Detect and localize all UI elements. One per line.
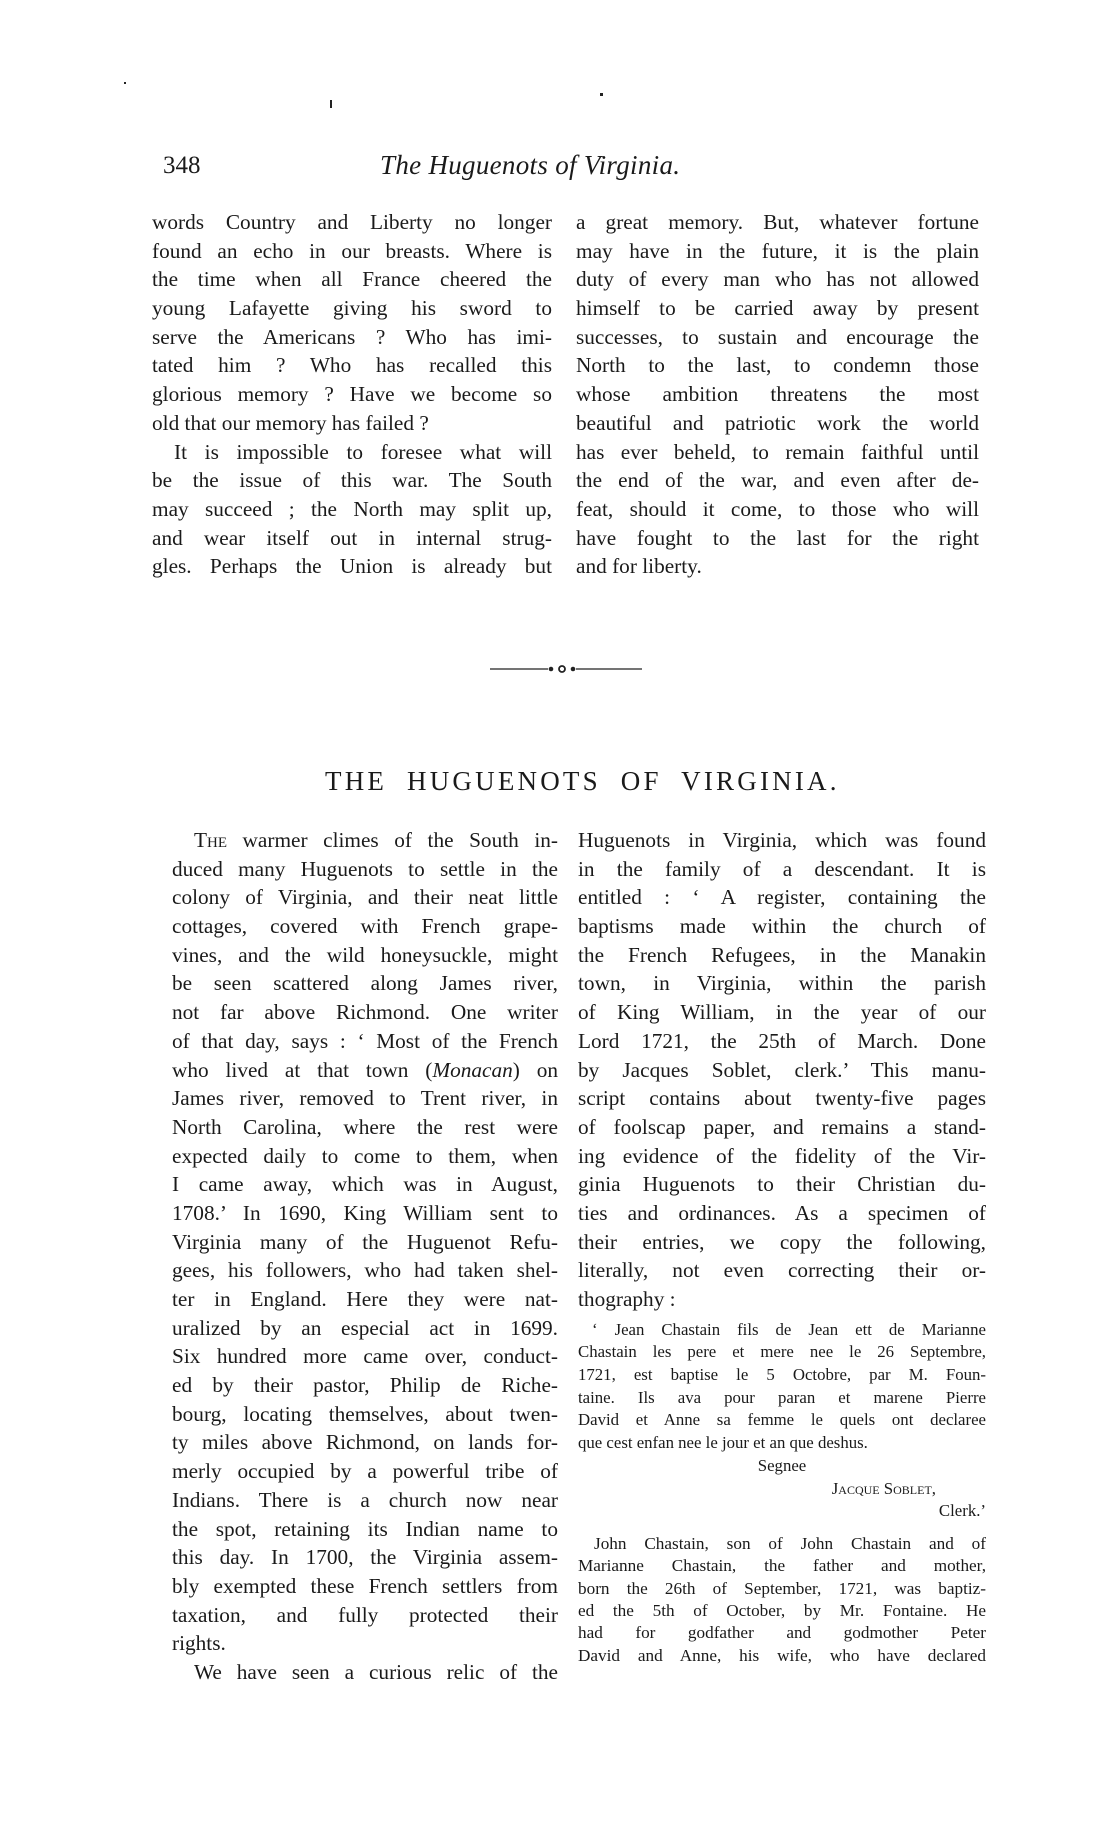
text-line: ter in England. Here they were nat- — [172, 1287, 558, 1311]
text-line: vines, and the wild honeysuckle, might — [172, 942, 558, 967]
running-title: The Huguenots of Virginia. — [380, 150, 681, 180]
print-speck — [600, 93, 603, 96]
text-line: and wear itself out in internal strug- — [152, 525, 552, 550]
text-line: young Lafayette giving his sword to — [152, 296, 552, 321]
text-line: the spot, retaining its Indian name to — [172, 1516, 558, 1541]
text-line: thography : — [578, 1287, 676, 1311]
text-line: ties and ordinances. As a specimen of — [578, 1200, 986, 1225]
text-line: cottages, covered with French grape- — [172, 914, 558, 939]
translation-line: ed the 5th of October, by Mr. Fontaine. He — [578, 1601, 986, 1621]
text-line: the time when all France cheered the — [152, 267, 552, 292]
print-speck — [124, 82, 126, 84]
text-line: We have seen a curious relic of the — [194, 1659, 558, 1684]
previous-article-right-column — [576, 208, 979, 581]
text-line: successes, to sustain and encourage the — [576, 324, 979, 349]
article-title: THE HUGUENOTS OF VIRGINIA. — [325, 766, 840, 796]
text-line: of that day, says : ‘ Most of the French — [172, 1028, 558, 1053]
text-line: James river, removed to Trent river, in — [172, 1086, 558, 1111]
text-line: tated him ? Who has recalled this — [152, 353, 552, 378]
text-line: duty of every man who has not allowed — [576, 267, 979, 292]
text-line: script contains about twenty-five pages — [578, 1086, 986, 1111]
text-line: be seen scattered along James river, — [172, 971, 558, 996]
text-line: bly exempted these French settlers from — [172, 1573, 558, 1598]
text-line: baptisms made within the church of — [578, 914, 986, 939]
text-line: Huguenots in Virginia, which was found — [578, 828, 986, 852]
translation-line: had for godfather and godmother Peter — [578, 1623, 986, 1643]
text-line: who lived at that town (Monacan) on — [172, 1057, 559, 1082]
quote-line: que cest enfan nee le jour et an que deshus. — [578, 1433, 868, 1453]
text-line: in the family of a descendant. It is — [578, 856, 986, 881]
text-line: ginia Huguenots to their Christian du- — [578, 1172, 986, 1197]
translation-line: John Chastain, son of John Chastain and of — [594, 1533, 986, 1553]
quote-line: Chastain les pere et mere nee le 26 Septembre, — [578, 1342, 986, 1362]
text-line: Six hundred more came over, conduct- — [172, 1344, 558, 1369]
text-line: this day. In 1700, the Virginia assem- — [172, 1545, 558, 1570]
translation-line: born the 26th of September, 1721, was baptiz- — [578, 1578, 986, 1598]
text-line: words Country and Liberty no longer — [152, 210, 552, 234]
translation-line: David and Anne, his wife, who have declared — [578, 1645, 986, 1665]
text-line: duced many Huguenots to settle in the — [172, 856, 558, 881]
translation-paragraph — [578, 1533, 986, 1667]
text-line: uralized by an especial act in 1699. — [172, 1315, 558, 1340]
text-line: town, in Virginia, within the parish — [578, 971, 986, 996]
text-line: their entries, we copy the following, — [578, 1229, 986, 1254]
text-line: taxation, and fully protected their — [172, 1602, 558, 1627]
quoted-register-entry — [578, 1319, 986, 1523]
text-line: gles. Perhaps the Union is already but — [152, 554, 552, 579]
text-line: by Jacques Soblet, clerk.’ This manu- — [578, 1057, 986, 1082]
text-line: Indians. There is a church now near — [172, 1487, 558, 1512]
text-line: the French Refugees, in the Manakin — [578, 942, 986, 967]
text-line: not far above Richmond. One writer — [172, 1000, 558, 1025]
text-line: of King William, in the year of our — [578, 1000, 986, 1025]
text-line: glorious memory ? Have we become so — [152, 382, 552, 407]
drop-word: The — [194, 828, 228, 852]
text-line: and for liberty. — [576, 554, 702, 579]
previous-article-left-column — [152, 208, 552, 581]
text-line: It is impossible to foresee what will — [174, 439, 552, 464]
text-line: found an echo in our breasts. Where is — [152, 238, 552, 263]
text-line: serve the Americans ? Who has imi- — [152, 324, 552, 349]
text-line: literally, not even correcting their or- — [578, 1258, 986, 1283]
text-line: old that our memory has failed ? — [152, 410, 429, 435]
text-line: gees, his followers, who had taken shel- — [172, 1258, 558, 1283]
signature-role: Clerk.’ — [938, 1501, 986, 1521]
text-line: a great memory. But, whatever fortune — [576, 210, 979, 234]
text-line: feat, should it come, to those who will — [576, 496, 979, 521]
text-line: beautiful and patriotic work the world — [576, 410, 979, 435]
text-line: himself to be carried away by present — [576, 296, 979, 321]
text-line: merly occupied by a powerful tribe of — [172, 1459, 558, 1484]
text-line: whose ambition threatens the most — [576, 382, 979, 407]
text-line: Virginia many of the Huguenot Refu- — [172, 1229, 558, 1254]
text-line: ed by their pastor, Philip de Riche- — [172, 1373, 558, 1398]
text-line: expected daily to come to them, when — [172, 1143, 558, 1168]
text-line: The warmer climes of the South in- — [194, 828, 558, 852]
translation-line: Marianne Chastain, the father and mother, — [578, 1556, 986, 1576]
text-line: North to the last, to condemn those — [576, 353, 979, 378]
text-line: North Carolina, where the rest were — [172, 1114, 558, 1139]
quote-line: 1721, est baptise le 5 Octobre, par M. Foun- — [578, 1365, 986, 1385]
text-line: I came away, which was in August, — [172, 1172, 558, 1197]
text-line: ing evidence of the fidelity of the Vir- — [578, 1143, 986, 1168]
signature-name: Jacque Soblet, — [831, 1478, 936, 1498]
text-line: be the issue of this war. The South — [152, 468, 552, 493]
print-speck — [330, 100, 332, 108]
section-divider-ornament-icon — [490, 663, 642, 675]
text-line: have fought to the last for the right — [576, 525, 979, 550]
article-left-column — [172, 826, 558, 1687]
text-line: colony of Virginia, and their neat little — [172, 885, 558, 910]
text-line: may have in the future, it is the plain — [576, 238, 979, 263]
article-right-column — [578, 826, 986, 1667]
text-line: Lord 1721, the 25th of March. Done — [578, 1028, 986, 1053]
quote-line: David et Anne sa femme le quels ont declaree — [578, 1410, 986, 1430]
page-number: 348 — [163, 152, 201, 179]
text-line: entitled : ‘ A register, containing the — [578, 885, 986, 910]
text-line: ty miles above Richmond, on lands for- — [172, 1430, 558, 1455]
text-line: of foolscap paper, and remains a stand- — [578, 1114, 986, 1139]
signature-segnee: Segnee — [757, 1455, 807, 1475]
text-line: bourg, locating themselves, about twen- — [172, 1401, 558, 1426]
quote-line: taine. Ils ava pour paran et marene Pierre — [578, 1387, 986, 1407]
quote-line: ‘ Jean Chastain fils de Jean ett de Marianne — [592, 1319, 986, 1339]
text-line: the end of the war, and even after de- — [576, 468, 979, 493]
text-line: may succeed ; the North may split up, — [152, 496, 552, 521]
text-line: has ever beheld, to remain faithful until — [576, 439, 979, 464]
text-line: 1708.’ In 1690, King William sent to — [172, 1200, 558, 1225]
text-line: rights. — [172, 1631, 226, 1656]
